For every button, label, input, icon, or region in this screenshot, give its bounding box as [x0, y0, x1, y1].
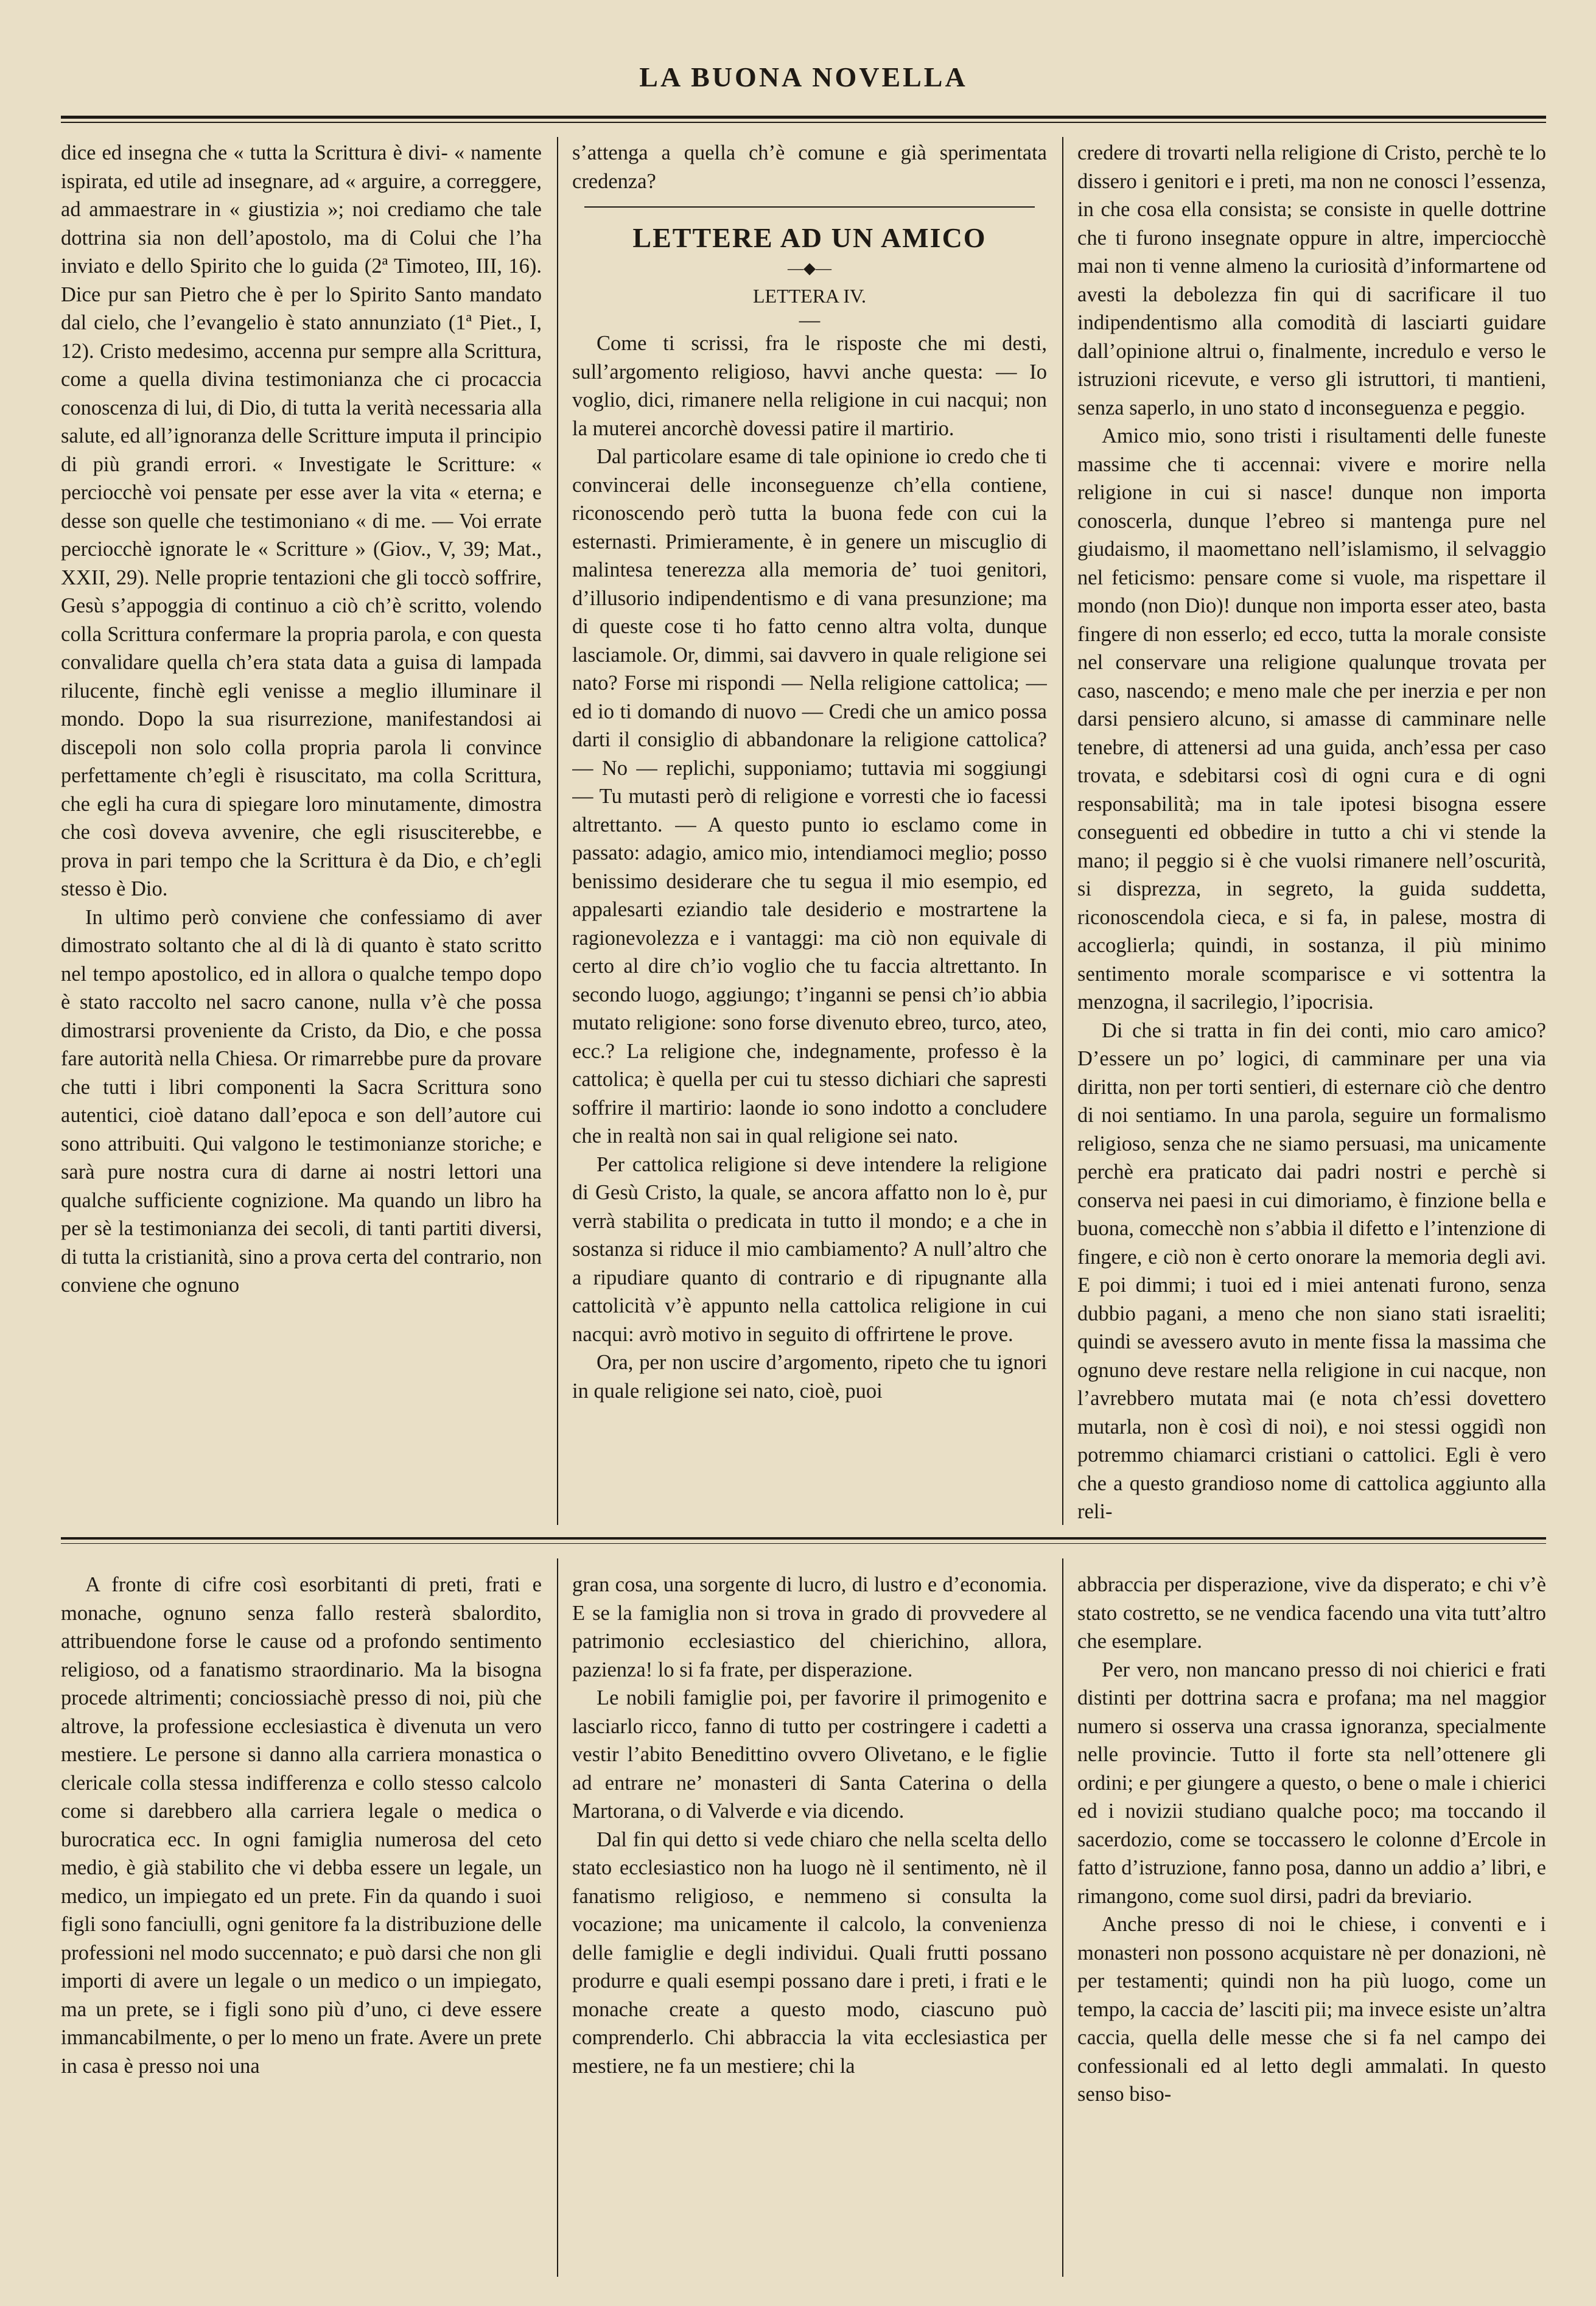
- bottom-column-3: [1077, 1571, 1546, 2283]
- paragraph: Anche presso di noi le chiese, i conventi e i monasteri non possono acquistare nè per donazioni, nè per testamenti; quindi non ha più luogo, come un tempo, la caccia de’ lasciti pii; ma invece esiste un’altra caccia, quella delle messe che si fa nel campo dei confessionali ed al letto degli ammalati. In questo senso biso-: [1077, 1913, 1546, 2106]
- column-divider: [1062, 137, 1063, 1525]
- ornament: —◆—: [788, 259, 831, 277]
- paragraph: Amico mio, sono tristi i risultamenti delle funeste massime che ti accennai: vivere e morire nella religione in cui si nasce! dunque non importa conoscerla, dunque l’ebreo si mantenga pure nel giudaismo, il maomettano nell’islamismo, il selvaggio nel feticismo: pensare come si vuole, ma rispettare il mondo (non Dio)! dunque non importa esser ateo, basta fingere di non esserlo; ed ecco, tutta la morale consiste nel conservare una religione qualunque trovata per caso, nascendo; e meno male che per inerzia e per non darsi pensiero alcuno, si amasse di camminare nelle tenebre, di attenersi ad una guida, anch’essa per caso trovata, e sdebitarsi così di ogni cura e di ogni responsabilità; ma in tale ipotesi bisogna essere conseguenti ed obbedire in tutto a chi vi stende la mano; il peggio si è che vuolsi rimanere nell’oscurità, si disprezza, in segreto, la guida suddetta, riconoscendola cieca, e si fa, in palese, mostra di accoglierla; quindi, in sostanza, il più minimo sentimento morale scomparisce e vi sottentra la menzogna, il sacrilegio, l’ipocrisia.: [1077, 424, 1546, 1014]
- article-header-rule: [584, 206, 1035, 208]
- paragraph: abbraccia per disperazione, vive da disperato; e chi v’è stato costretto, se ne vendica facendo una vita tutt’altro che esemplare.: [1077, 1573, 1546, 1653]
- top-column-3: [1077, 139, 1546, 1527]
- masthead-title: LA BUONA NOVELLA: [639, 61, 968, 93]
- paragraph: Per cattolica religione si deve intendere la religione di Gesù Cristo, la quale, se ancora affatto non lo è, pur verrà stabilita o predicata in tutto il mondo; e a che in sostanza si riduce il mio cambiamento? A null’altro che a ripudiare quanto di contrario e di ripugnante alla cattolicità v’è appunto nella cattolica religione in cui nacqui: avrò motivo in seguito di offrirtene le prove.: [572, 1152, 1047, 1346]
- subtitle-dash: —: [799, 309, 821, 332]
- column-divider: [1062, 1558, 1063, 2277]
- paragraph: credere di trovarti nella religione di Cristo, perchè te lo dissero i genitori e i preti, ma non ne conosci l’essenza, in che cosa ella consista; se consiste in quelle dottrine che ti furono insegnate oppure in altre, imperciocchè mai non ti venne almeno la curiosità d’informartene od avesti la debolezza fin qui di sacrificare il tuo indipendentismo alla comodità di lasciarti guidare dall’opinione altrui o, finalmente, incredulo e verso le istruzioni ricevute, e verso gli istruttori, ti mantieni, senza saperlo, in uno stato d inconseguenza e peggio.: [1077, 141, 1546, 419]
- section-rule: [61, 1537, 1546, 1540]
- paragraph: s’attenga a quella ch’è comune e già sperimentata credenza?: [572, 141, 1047, 193]
- paragraph: gran cosa, una sorgente di lucro, di lustro e d’economia. E se la famiglia non si trova in grado di provvedere al patrimonio ecclesiastico del chierichino, allora, pazienza! lo si fa frate, per disperazione.: [572, 1573, 1047, 1681]
- bottom-column-1: [61, 1571, 542, 2283]
- paragraph: In ultimo però conviene che confessiamo di aver dimostrato soltanto che al di là di quanto è stato scritto nel tempo apostolico, ed in allora o qualche tempo dopo è stato raccolto nel sacro canone, nulla v’è che possa dimostrarsi proveniente da Cristo, da Dio, e che possa fare autorità nella Chiesa. Or rimarrebbe pure da provare che tutti i libri componenti la Sacra Scrittura sono autentici, cioè datano dall’epoca e son dell’autore cui sono attribuiti. Qui valgono le testimonianze storiche; e sarà pure nostra cura di darne ai nostri lettori una qualche sufficiente cognizione. Ma quando un libro ha per sè la testimonianza dei secoli, di tanti partiti diversi, di tutta la cristianità, sino a prova certa del contrario, non conviene che ognuno: [61, 905, 542, 1297]
- paragraph: A fronte di cifre così esorbitanti di preti, frati e monache, ognuno senza fallo resterà sbalordito, attribuendone forse le cause od a profondo sentimento religioso, od a fanatismo straordinario. Ma la bisogna procede altrimenti; conciossiachè presso di noi, più che altrove, la professione ecclesiastica è divenuta un vero mestiere. Le persone si danno alla carriera monastica o clericale colla stessa indifferenza e collo stesso calcolo come si darebbero alla carriera legale o medica o burocratica ecc. In ogni famiglia numerosa del ceto medio, è già stabilito che vi debba essere un legale, un medico, un impiegato ed un prete. Fin da quando i suoi figli sono fanciulli, ogni genitore fa la distribuzione delle professioni nel modo succennato; e può darsi che non gli importi di avere un legale o un medico o un impiegato, ma un prete, se i figli sono più d’uno, ci deve essere immancabilmente, o per lo meno un frate. Avere un prete in casa è presso noi una: [61, 1573, 542, 2078]
- top-column-1: [61, 139, 542, 1527]
- column-divider: [557, 1558, 558, 2277]
- section-rule-thin: [61, 1543, 1546, 1544]
- paragraph: Come ti scrissi, fra le risposte che mi desti, sull’argomento religioso, havvi anche questa: — Io voglio, dici, rimanere nella religione in cui nacqui; non la muterei ancorchè dovessi patire il martirio.: [572, 332, 1047, 440]
- column-divider: [557, 137, 558, 1525]
- bottom-column-2: [572, 1571, 1047, 2283]
- paragraph: Per vero, non mancano presso di noi chierici e frati distinti per dottrina sacra e profana; ma nel maggior numero si osserva una crassa ignoranza, specialmente nelle provincie. Tutto il forte sta nell’ottenere gli ordini; e per giungere a questo, o bene o male i chierici ed i novizii studiano qualche poco; ma toccando il sacerdozio, come se toccassero le colonne d’Ercole in fatto d’istruzione, fanno posa, danno un addio a’ libri, e rimangono, come suol dirsi, padri da breviario.: [1077, 1658, 1546, 1908]
- paragraph: dice ed insegna che « tutta la Scrittura è divi- « namente ispirata, ed utile ad insegnare, ad « arguire, a correggere, ad ammaestrare in « giustizia »; noi crediamo che tale dottrina sia non dell’apostolo, ma di Colui che l’ha inviato e dello Spirito che lo guida (2ª Timoteo, III, 16). Dice pur san Pietro che è per lo Spirito Santo mandato dal cielo, che l’evangelio è stato annunziato (1ª Piet., I, 12). Cristo medesimo, accenna pur sempre alla Scrittura, come a quella divina testimonianza che ci procaccia conoscenza di lui, di Dio, di tutta la verità necessaria alla salute, ed all’ignoranza delle Scritture imputa il principio di più grandi errori. « Investigate le Scritture: « perciocchè voi pensate per esse aver la vita « eterna; e desse son quelle che testimoniano « di me. — Voi errate perciocchè ignorate le « Scritture » (Giov., V, 39; Mat., XXII, 29). Nelle proprie tentazioni che gli toccò soffrire, Gesù s’appoggia di continuo a ciò ch’è scritto, volendo colla Scrittura confermare la propria parola, e con questa convalidare quella ch’era stata data a guisa di lampada rilucente, finchè egli venisse a meglio illuminare il mondo. Dopo la sua risurrezione, manifestandosi ai discepoli non solo colla propria parola li convince perfettamente ch’egli è risuscitato, ma colla Scrittura, che egli ha cura di spiegare loro minutamente, dimostra che così doveva avvenire, che egli risusciterebbe, e prova in pari tempo che la Scrittura è da Dio, e ch’egli stesso è Dio.: [61, 141, 542, 900]
- paragraph: Le nobili famiglie poi, per favorire il primogenito e lasciarlo ricco, fanno di tutto per costringere i cadetti a vestir l’abito Benedittino ovvero Olivetano, e le figlie ad entrare ne’ monasteri di Santa Caterina o della Martorana, o di Valverde e via dicendo.: [572, 1686, 1047, 1823]
- article-title: LETTERE AD UN AMICO: [632, 222, 987, 253]
- paragraph: Dal particolare esame di tale opinione io credo che ti convincerai delle inconseguenze ch’ella contiene, riconoscendo però tutta la buona fede con cui la esternasti. Primieramente, è in genere un miscuglio di malintesa tenerezza alla memoria de’ tuoi genitori, d’illusorio indipendentismo e di vana presunzione; ma di queste cose ti ho fatto cenno altra volta, dunque lasciamole. Or, dimmi, sai davvero in quale religione sei nato? Forse mi rispondi — Nella religione cattolica; — ed io ti domando di nuovo — Credi che un amico possa darti il consiglio di abbandonare la religione cattolica? — No — replichi, supponiamo; tuttavia mi soggiungi — Tu mutasti però di religione e vorresti che io facessi altrettanto. — A questo punto io esclamo come in passato: adagio, amico mio, intendiamoci meglio; posso benissimo desiderare che tu segua il mio esempio, ed appalesarti eziandio tale desiderio e mostrartene la ragionevolezza e i vantaggi: ma ciò non equivale di certo al dire ch’io voglio che tu faccia altrettanto. In secondo luogo, aggiungo; t’inganni se pensi ch’io abbia mutato religione: sono forse divenuto ebreo, turco, ateo, ecc.? La religione che, indegnamente, professo è la cattolica; è quella per cui tu stesso dichiari che sapresti soffrire il martirio: laonde io sono indotto a concludere che in realtà non sai in qual religione sei nato.: [572, 445, 1047, 1148]
- paragraph: Dal fin qui detto si vede chiaro che nella scelta dello stato ecclesiastico non ha luogo nè il sentimento, nè il fanatismo religioso, e nemmeno si consulta la vocazione; ma unicamente il calcolo, la convenienza delle famiglie e degli individui. Quali frutti possano produrre e quali esempi possano dare i preti, i frati e le monache create a questo modo, ciascuno può comprenderlo. Chi abbraccia la vita ecclesiastica per mestiere, ne fa un mestiere; chi la: [572, 1828, 1047, 2078]
- masthead-rule-thin: [61, 122, 1546, 123]
- masthead-rule: [61, 116, 1546, 119]
- paragraph: Ora, per non uscire d’argomento, ripeto che tu ignori in quale religione sei nato, cioè, puoi: [572, 1351, 1047, 1403]
- top-column-2: [572, 139, 1047, 1527]
- paragraph: Di che si tratta in fin dei conti, mio caro amico? D’essere un po’ logici, di camminare per una via diritta, non per torti sentieri, di esternare ciò che dentro di noi sentiamo. In una parola, seguire un formalismo religioso, senza che ne siamo persuasi, ma unicamente perchè era praticato dai padri nostri e perchè si conserva nei paesi in cui dimoriamo, è finzione bella e buona, comecchè non s’abbia il difetto e l’intenzione di fingere, e ciò non è certo onorare la memoria degli avi. E poi dimmi; i tuoi ed i miei antenati furono, senza dubbio pagani, a meno che non siano stati israeliti; quindi se avessero avuto in mente fissa la massima che ognuno deve restare nella religione in cui nacque, non l’avrebbero mutata mai (e nota ch’essi dovettero mutarla, non è così di noi), e noi stessi oggidì non potremmo chiamarci cristiani o cattolici. Egli è vero che a questo grandioso nome di cattolica aggiunto alla reli-: [1077, 1018, 1546, 1523]
- article-subtitle: LETTERA IV.: [752, 285, 867, 307]
